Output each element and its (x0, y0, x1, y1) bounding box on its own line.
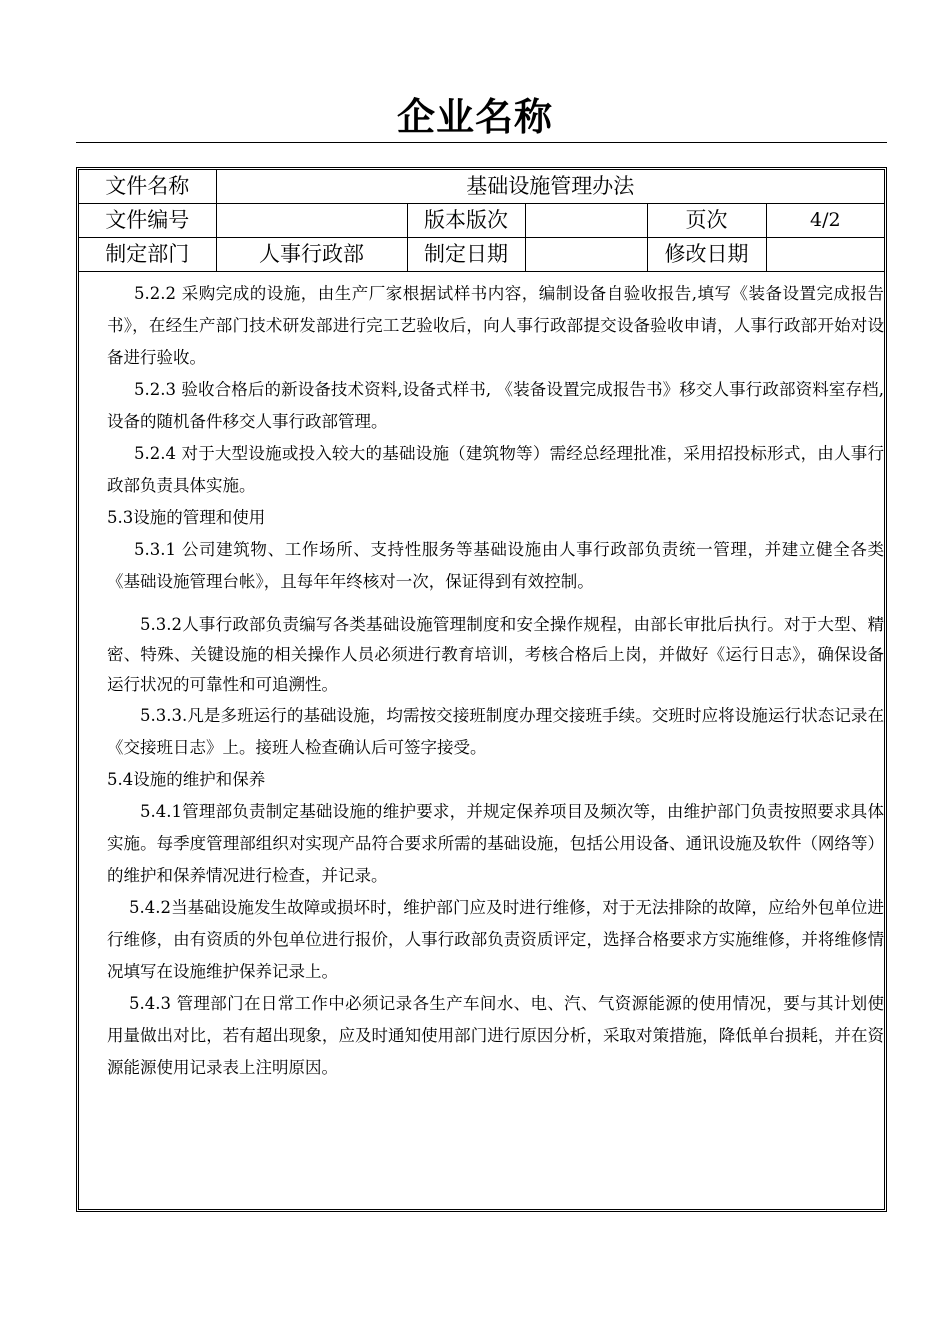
company-name: 企业名称 (396, 95, 553, 139)
paragraph-5-4-1: 5.4.1管理部负责制定基础设施的维护要求，并规定保养项目及频次等，由维护部门负责按照要求具体实施。每季度管理部组织对实现产品符合要求所需的基础设施，包括公用设备、通讯设施及软件（网络等）的维护和保养情况进行检查，并记录。 (107, 802, 884, 885)
file-name-value: 基础设施管理办法 (216, 170, 884, 204)
paragraph-5-2-4: 5.2.4 对于大型设施或投入较大的基础设施（建筑物等）需经总经理批准，采用招投标形式，由人事行政部负责具体实施。 (107, 444, 884, 495)
issue-date-value (525, 238, 647, 272)
header-row-department (79, 238, 884, 272)
paragraph-5-2-3: 5.2.3 验收合格后的新设备技术资料,设备式样书, 《装备设置完成报告书》移交人事行政部资料室存档,设备的随机备件移交人事行政部管理。 (107, 380, 884, 431)
header-row-file-number (79, 204, 884, 238)
document-header-table (79, 170, 884, 272)
revision-date-value (766, 238, 884, 272)
section-heading-5-4: 5.4设施的维护和保养 (107, 770, 266, 789)
title-underline (76, 142, 887, 143)
paragraph-5-3-3: 5.3.3.凡是多班运行的基础设施，均需按交接班制度办理交接班手续。交班时应将设施运行状态记录在《交接班日志》上。接班人检查确认后可签字接受。 (107, 706, 884, 757)
header-row-file-name (79, 170, 884, 204)
paragraph-5-4-2: 5.4.2当基础设施发生故障或损坏时，维护部门应及时进行维修，对于无法排除的故障，应给外包单位进行维修，由有资质的外包单位进行报价，人事行政部负责资质评定，选择合格要求方实施维修，并将维修情况填写在设施维护保养记录上。 (107, 898, 884, 981)
paragraph-5-4-3: 5.4.3 管理部门在日常工作中必须记录各生产车间水、电、汽、气资源能源的使用情况，要与其计划使用量做出对比，若有超出现象，应及时通知使用部门进行原因分析，采取对策措施，降低单台损耗，并在资源能源使用记录表上注明原因。 (107, 994, 884, 1077)
label-version: 版本版次 (407, 204, 525, 238)
version-value (525, 204, 647, 238)
page-value: 4/2 (766, 204, 884, 238)
document-body (107, 278, 884, 1084)
paragraph-5-3-2: 5.3.2人事行政部负责编写各类基础设施管理制度和安全操作规程，由部长审批后执行。对于大型、精密、特殊、关键设施的相关操作人员必须进行教育培训，考核合格后上岗，并做好《运行日志》，确保设备运行状况的可靠性和可追溯性。 (107, 615, 884, 694)
paragraph-5-2-2: 5.2.2 采购完成的设施，由生产厂家根据试样书内容，编制设备自验收报告,填写《装备设置完成报告书》，在经生产部门技术研发部进行完工艺验收后，向人事行政部提交设备验收申请，人事行政部开始对设备进行验收。 (107, 284, 884, 367)
label-issue-date: 制定日期 (407, 238, 525, 272)
label-file-name: 文件名称 (79, 170, 216, 204)
paragraph-5-3-1: 5.3.1 公司建筑物、工作场所、支持性服务等基础设施由人事行政部负责统一管理，并建立健全各类《基础设施管理台帐》，且每年年终核对一次，保证得到有效控制。 (107, 540, 884, 591)
label-revision-date: 修改日期 (647, 238, 766, 272)
section-heading-5-3: 5.3设施的管理和使用 (107, 508, 266, 527)
file-number-value (216, 204, 407, 238)
label-page: 页次 (647, 204, 766, 238)
label-department: 制定部门 (79, 238, 216, 272)
department-value: 人事行政部 (216, 238, 407, 272)
label-file-number: 文件编号 (79, 204, 216, 238)
